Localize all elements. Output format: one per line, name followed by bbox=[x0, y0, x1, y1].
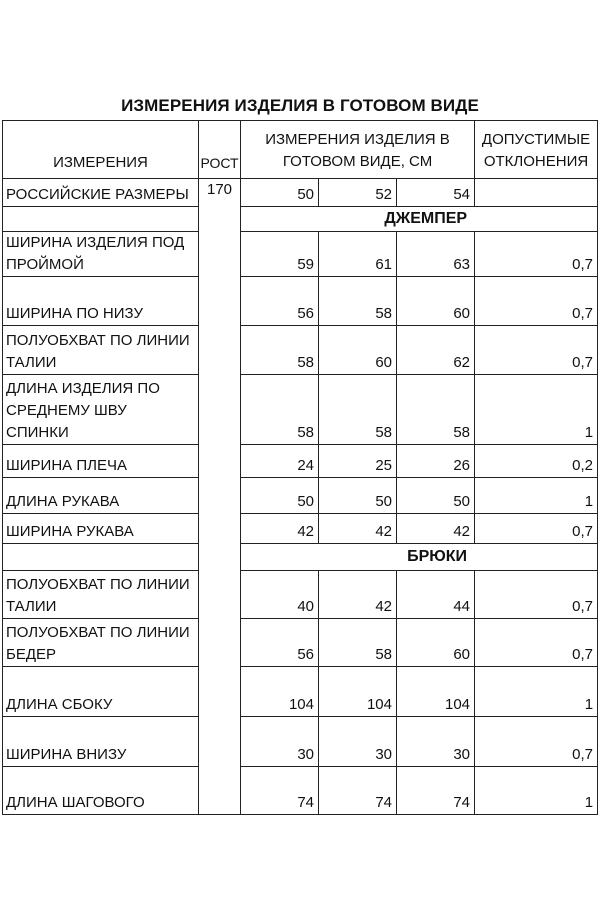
row-label: ШИРИНА ПЛЕЧА bbox=[3, 445, 199, 478]
value-size-52: 61 bbox=[319, 232, 397, 277]
value-size-50: 56 bbox=[241, 277, 319, 326]
value-size-52: 58 bbox=[319, 375, 397, 445]
row-label-line1: ПОЛУОБХВАТ ПО ЛИНИИ bbox=[6, 332, 190, 349]
row-label-line2: БЕДЕР bbox=[6, 646, 57, 663]
table-row bbox=[3, 619, 598, 667]
value-size-50: 42 bbox=[241, 514, 319, 544]
row-label bbox=[3, 375, 199, 445]
row-label-line1: ПОЛУОБХВАТ ПО ЛИНИИ bbox=[6, 624, 190, 641]
header-sizes-line2: ГОТОВОМ ВИДЕ, СМ bbox=[282, 153, 433, 170]
value-size-50: 104 bbox=[241, 667, 319, 717]
row-label-line2: ТАЛИИ bbox=[6, 354, 57, 371]
value-tolerance: 0,7 bbox=[475, 717, 598, 767]
value-size-54: 60 bbox=[397, 619, 475, 667]
section-trousers-title: БРЮКИ bbox=[241, 544, 598, 571]
value-size-52: 58 bbox=[319, 277, 397, 326]
section-trousers-blank bbox=[3, 544, 199, 571]
row-label: ДЛИНА РУКАВА bbox=[3, 478, 199, 514]
size-52: 52 bbox=[319, 179, 397, 207]
header-sizes bbox=[241, 121, 475, 179]
value-size-54: 42 bbox=[397, 514, 475, 544]
sizes-row-label: РОССИЙСКИЕ РАЗМЕРЫ bbox=[3, 179, 199, 207]
header-row bbox=[3, 121, 598, 179]
row-label-line1: ШИРИНА ИЗДЕЛИЯ ПОД bbox=[6, 234, 185, 251]
value-tolerance: 0,7 bbox=[475, 326, 598, 375]
value-size-52: 42 bbox=[319, 514, 397, 544]
table-row bbox=[3, 326, 598, 375]
value-size-52: 42 bbox=[319, 571, 397, 619]
row-label: ШИРИНА ВНИЗУ bbox=[3, 717, 199, 767]
value-size-52: 104 bbox=[319, 667, 397, 717]
value-size-50: 74 bbox=[241, 767, 319, 815]
size-54: 54 bbox=[397, 179, 475, 207]
row-label bbox=[3, 326, 199, 375]
section-jumper-blank bbox=[3, 207, 199, 232]
value-size-54: 50 bbox=[397, 478, 475, 514]
value-size-52: 74 bbox=[319, 767, 397, 815]
header-tolerance-line2: ОТКЛОНЕНИЯ bbox=[483, 153, 589, 170]
table-row bbox=[3, 478, 598, 514]
value-size-52: 25 bbox=[319, 445, 397, 478]
value-size-50: 59 bbox=[241, 232, 319, 277]
row-label bbox=[3, 232, 199, 277]
table-row bbox=[3, 445, 598, 478]
sizes-row bbox=[3, 179, 598, 207]
value-size-54: 44 bbox=[397, 571, 475, 619]
value-size-54: 26 bbox=[397, 445, 475, 478]
row-label bbox=[3, 571, 199, 619]
value-size-50: 58 bbox=[241, 375, 319, 445]
header-tolerance bbox=[475, 121, 598, 179]
value-size-52: 60 bbox=[319, 326, 397, 375]
value-size-54: 58 bbox=[397, 375, 475, 445]
row-label: ДЛИНА ШАГОВОГО bbox=[3, 767, 199, 815]
value-tolerance: 1 bbox=[475, 767, 598, 815]
header-measurements: ИЗМЕРЕНИЯ bbox=[3, 121, 199, 179]
value-tolerance: 1 bbox=[475, 667, 598, 717]
value-tolerance: 1 bbox=[475, 478, 598, 514]
section-row-jumper bbox=[3, 207, 598, 232]
height-value: 170 bbox=[199, 179, 241, 815]
row-label: ШИРИНА ПО НИЗУ bbox=[3, 277, 199, 326]
row-label: ДЛИНА СБОКУ bbox=[3, 667, 199, 717]
value-tolerance: 0,7 bbox=[475, 277, 598, 326]
row-label-line1: ДЛИНА ИЗДЕЛИЯ ПО bbox=[6, 380, 160, 397]
sizes-row-tolerance bbox=[475, 179, 598, 207]
table-row bbox=[3, 767, 598, 815]
value-size-54: 104 bbox=[397, 667, 475, 717]
measurements-table bbox=[2, 120, 598, 815]
value-tolerance: 1 bbox=[475, 375, 598, 445]
value-size-54: 63 bbox=[397, 232, 475, 277]
row-label-line1: ПОЛУОБХВАТ ПО ЛИНИИ bbox=[6, 576, 190, 593]
row-label-line2: СРЕДНЕМУ ШВУ bbox=[6, 402, 127, 419]
value-size-50: 40 bbox=[241, 571, 319, 619]
table-row bbox=[3, 232, 598, 277]
header-sizes-line1: ИЗМЕРЕНИЯ ИЗДЕЛИЯ В bbox=[265, 131, 450, 148]
section-row-trousers bbox=[3, 544, 598, 571]
value-size-54: 60 bbox=[397, 277, 475, 326]
value-size-50: 50 bbox=[241, 478, 319, 514]
header-height: РОСТ bbox=[199, 121, 241, 179]
row-label-line2: ТАЛИИ bbox=[6, 598, 57, 615]
table-row bbox=[3, 277, 598, 326]
section-jumper-title: ДЖЕМПЕР bbox=[241, 207, 598, 232]
value-size-50: 30 bbox=[241, 717, 319, 767]
value-size-52: 30 bbox=[319, 717, 397, 767]
value-size-52: 50 bbox=[319, 478, 397, 514]
value-size-54: 74 bbox=[397, 767, 475, 815]
value-tolerance: 0,7 bbox=[475, 619, 598, 667]
table-row bbox=[3, 514, 598, 544]
table-row bbox=[3, 571, 598, 619]
header-tolerance-line1: ДОПУСТИМЫЕ bbox=[481, 131, 591, 148]
value-size-54: 62 bbox=[397, 326, 475, 375]
table-row bbox=[3, 717, 598, 767]
value-tolerance: 0,2 bbox=[475, 445, 598, 478]
value-tolerance: 0,7 bbox=[475, 514, 598, 544]
value-tolerance: 0,7 bbox=[475, 571, 598, 619]
value-size-50: 58 bbox=[241, 326, 319, 375]
row-label-line3: СПИНКИ bbox=[6, 424, 69, 441]
table-row bbox=[3, 667, 598, 717]
value-size-54: 30 bbox=[397, 717, 475, 767]
value-tolerance: 0,7 bbox=[475, 232, 598, 277]
table-row bbox=[3, 375, 598, 445]
size-50: 50 bbox=[241, 179, 319, 207]
value-size-50: 56 bbox=[241, 619, 319, 667]
value-size-52: 58 bbox=[319, 619, 397, 667]
value-size-50: 24 bbox=[241, 445, 319, 478]
document-title: ИЗМЕРЕНИЯ ИЗДЕЛИЯ В ГОТОВОМ ВИДЕ bbox=[121, 96, 479, 115]
row-label-line2: ПРОЙМОЙ bbox=[6, 256, 84, 273]
row-label bbox=[3, 619, 199, 667]
row-label: ШИРИНА РУКАВА bbox=[3, 514, 199, 544]
